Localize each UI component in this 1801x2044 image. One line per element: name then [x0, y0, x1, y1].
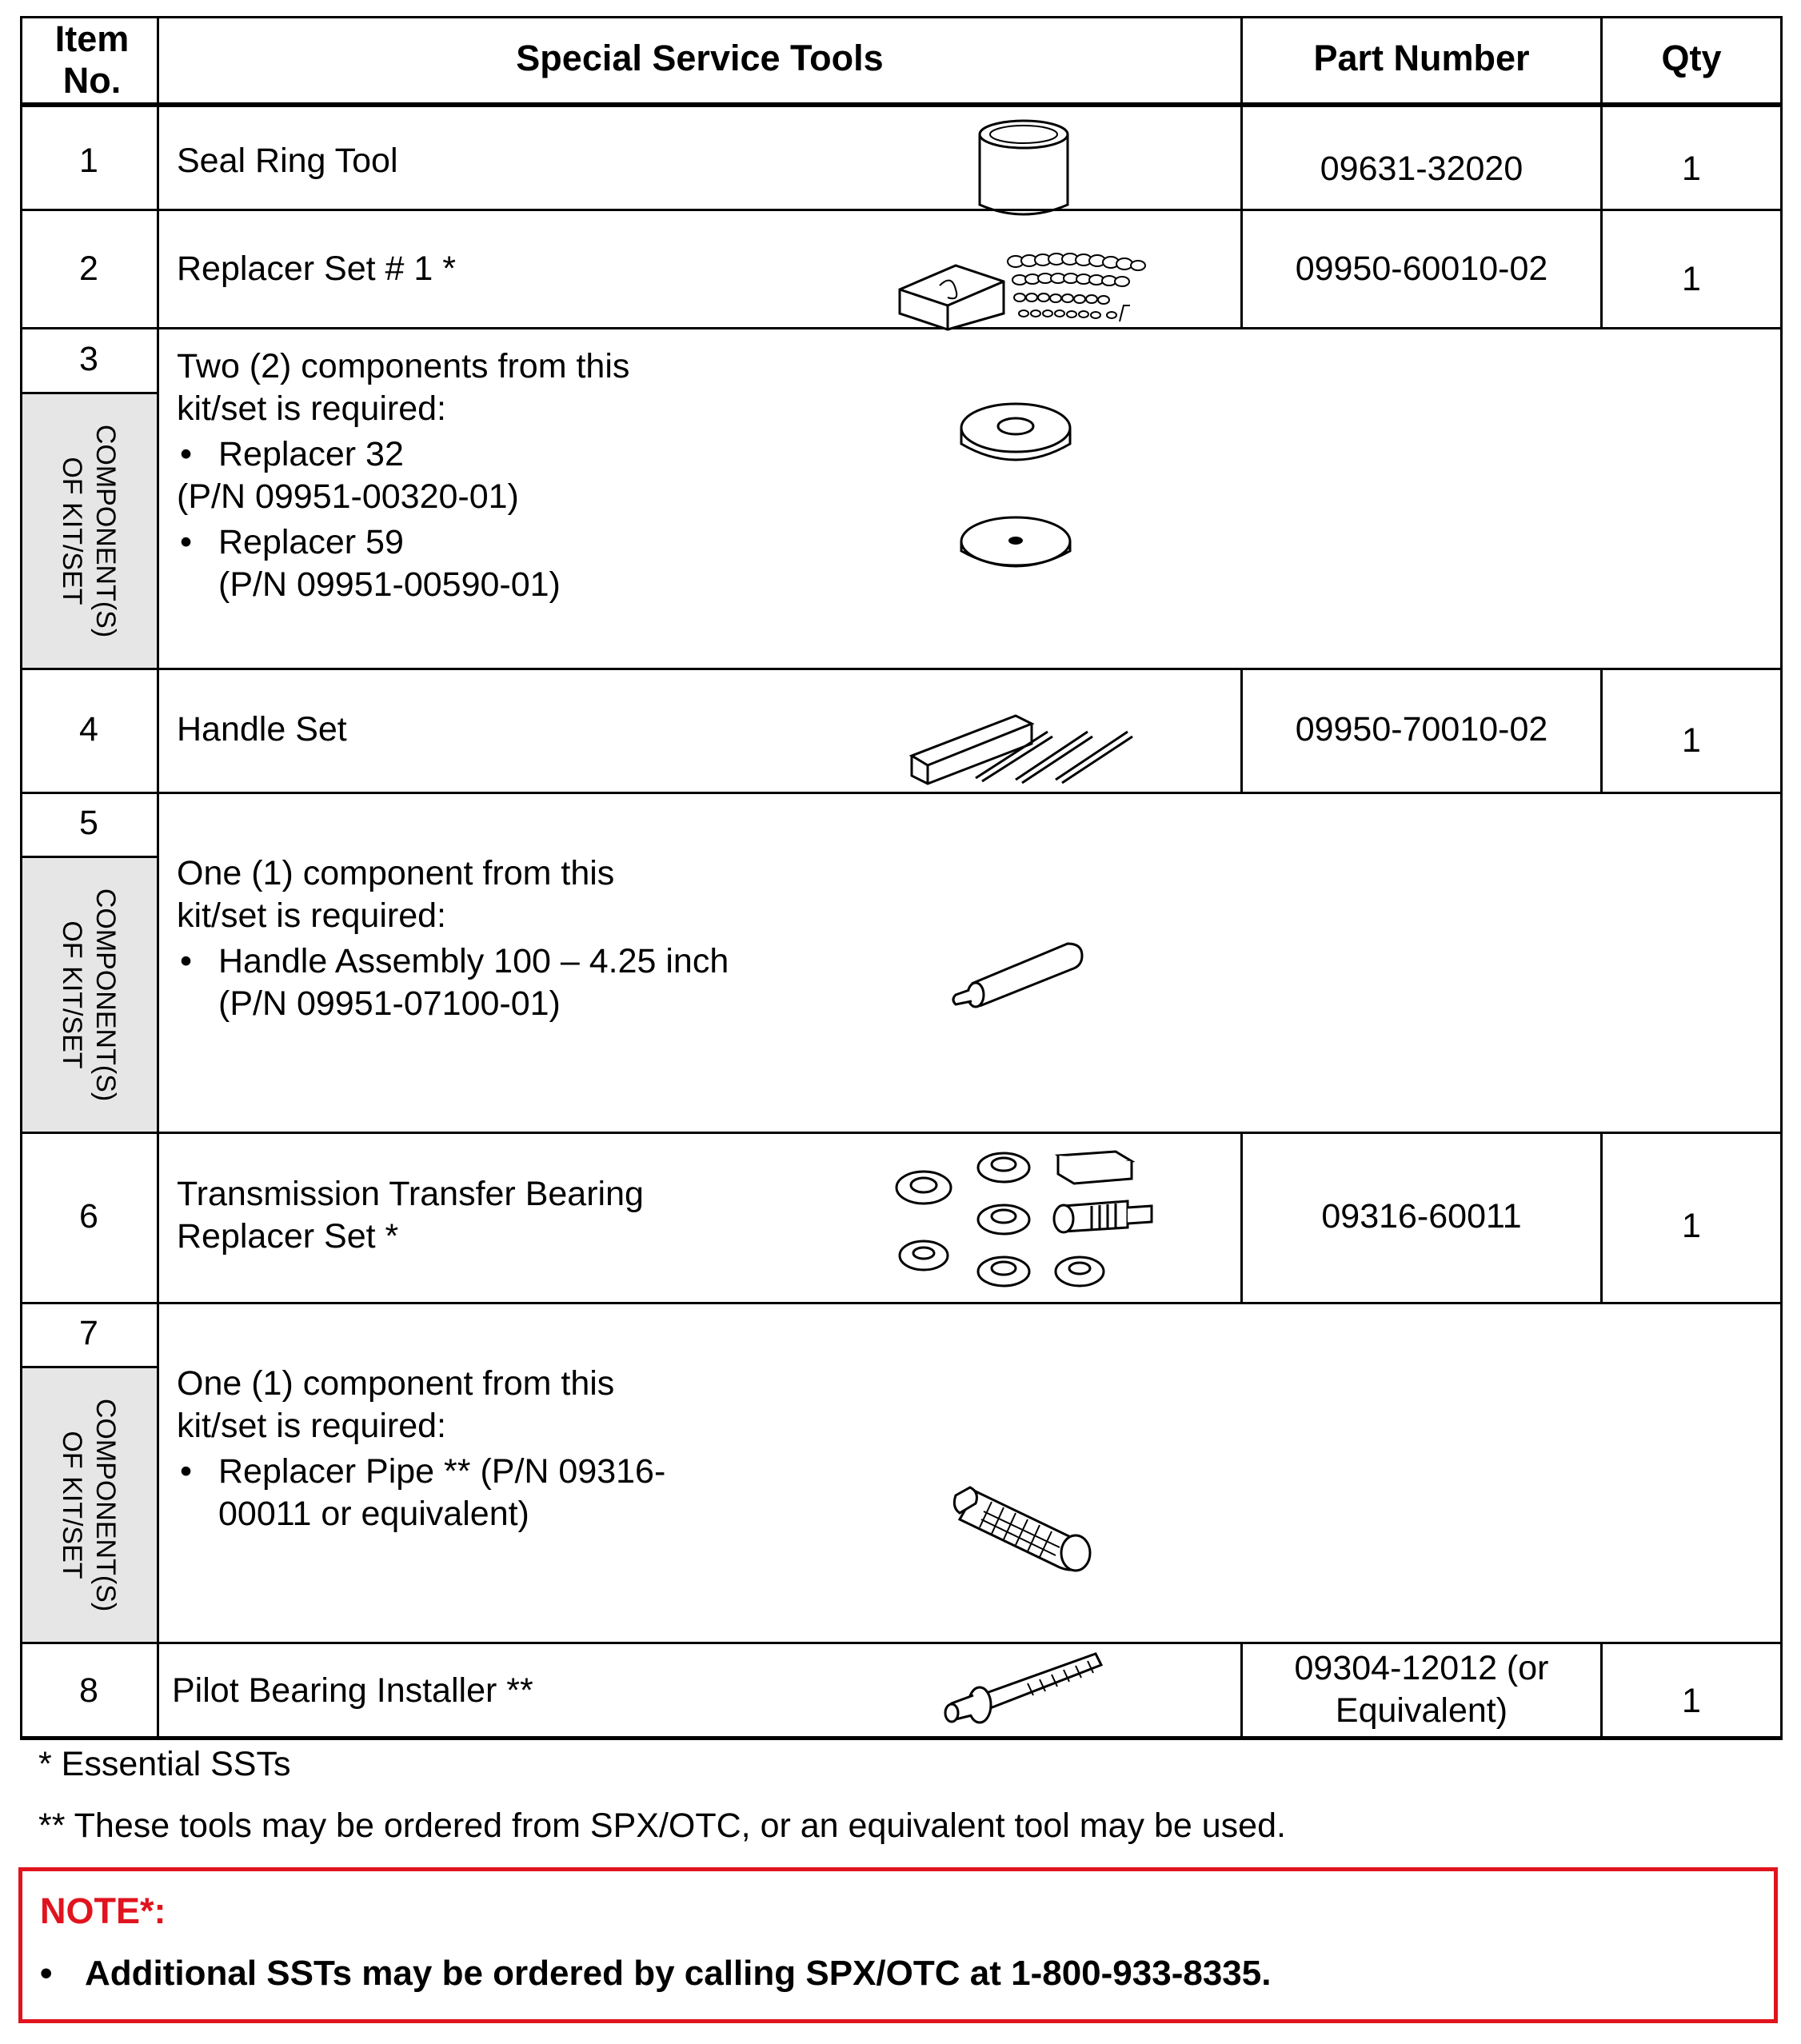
- footnote-equivalent: ** These tools may be ordered from SPX/OTC, or an equivalent tool may be used.: [38, 1806, 1286, 1845]
- component-of-kit-text: COMPONENT(S) OF KIT/SET: [57, 888, 122, 1102]
- part-number: 09950-60010-02: [1295, 250, 1548, 288]
- tool-name: Transmission Transfer Bearing Replacer Set *: [177, 1175, 644, 1256]
- item-number: 1: [79, 142, 98, 180]
- item-number: 8: [79, 1671, 98, 1710]
- quantity: 1: [1682, 721, 1701, 760]
- item-number: 2: [79, 250, 98, 288]
- note-item: [40, 1953, 1271, 1994]
- footnote-essential: * Essential SSTs: [38, 1745, 291, 1783]
- replacer-discs-icon: [952, 396, 1080, 620]
- row-divider: [20, 1132, 1783, 1134]
- quantity: 1: [1682, 150, 1701, 188]
- header-item-no: Item No.: [54, 18, 130, 101]
- row-divider: [20, 792, 1783, 794]
- row-divider: [20, 209, 1783, 211]
- table-border: [20, 16, 1783, 18]
- tool-name: Seal Ring Tool: [177, 142, 398, 180]
- component-part-number: (P/N 09951-00590-01): [218, 565, 561, 604]
- component-list: [177, 433, 689, 476]
- component-of-kit-label: [20, 1368, 158, 1642]
- quantity: 1: [1682, 1207, 1701, 1245]
- component-part-number: (P/N 09951-07100-01): [218, 984, 561, 1023]
- quantity: 1: [1682, 1682, 1701, 1720]
- part-number: 09316-60011: [1321, 1197, 1522, 1236]
- header-part-number: Part Number: [1313, 38, 1530, 78]
- kit-intro: Two (2) components from this kit/set is required:: [177, 347, 630, 428]
- component-part-number: (P/N 09951-00320-01): [177, 477, 519, 516]
- kit-component-description: [177, 345, 689, 606]
- part-number: 09304-12012 (or Equivalent): [1294, 1649, 1549, 1730]
- table-border: [20, 1736, 1783, 1740]
- component-of-kit-label: [20, 394, 158, 668]
- quantity: 1: [1682, 260, 1701, 298]
- item-number: 3: [79, 340, 98, 378]
- component-of-kit-label: [20, 858, 158, 1132]
- row-divider: [20, 1642, 1783, 1644]
- item-number: 5: [79, 804, 98, 842]
- part-number: 09950-70010-02: [1295, 710, 1548, 749]
- component-of-kit-text: COMPONENT(S) OF KIT/SET: [57, 424, 122, 638]
- special-service-tools-table: [20, 16, 1783, 1739]
- component-list: [177, 521, 689, 564]
- handle-set-icon: [904, 700, 1152, 788]
- kit-intro: One (1) component from this kit/set is required:: [177, 854, 615, 935]
- note-text: Additional SSTs may be ordered by calling SPX/OTC at 1-800-933-8335.: [85, 1954, 1272, 1993]
- component-list: [177, 1451, 785, 1493]
- part-number: 09631-32020: [1320, 150, 1523, 188]
- item-number: 6: [79, 1197, 98, 1236]
- bearing-replacer-set-icon: [884, 1136, 1172, 1303]
- seal-ring-tool-icon: [964, 118, 1084, 222]
- component-item: • Replacer 32: [177, 433, 689, 476]
- header-qty: Qty: [1661, 38, 1722, 78]
- item-number: 7: [79, 1314, 98, 1352]
- note-title: NOTE*:: [40, 1890, 166, 1931]
- note-bullet: •: [40, 1954, 53, 1993]
- handle-assembly-icon: [940, 928, 1100, 1016]
- pilot-bearing-installer-icon: [932, 1639, 1116, 1735]
- tool-name: Replacer Set # 1 *: [177, 250, 456, 288]
- tool-name: Pilot Bearing Installer **: [172, 1671, 533, 1710]
- component-item: • Replacer 59: [177, 521, 689, 564]
- header-rule: [20, 102, 1783, 107]
- component-of-kit-text: COMPONENT(S) OF KIT/SET: [57, 1398, 122, 1612]
- replacer-set-icon: [892, 242, 1180, 329]
- component-item: • Replacer Pipe ** (P/N 09316-: [177, 1451, 785, 1493]
- row-divider: [20, 668, 1783, 670]
- component-part-number: 00011 or equivalent): [218, 1495, 529, 1533]
- kit-component-description: [177, 1363, 785, 1535]
- item-number: 4: [79, 710, 98, 749]
- table-border: [1780, 16, 1783, 1739]
- replacer-pipe-icon: [948, 1463, 1108, 1575]
- kit-intro: One (1) component from this kit/set is required:: [177, 1364, 615, 1445]
- component-list: [177, 940, 833, 983]
- kit-component-description: [177, 852, 833, 1025]
- tool-name: Handle Set: [177, 710, 347, 749]
- note-box: [18, 1867, 1778, 2023]
- header-special-service-tools: Special Service Tools: [516, 38, 884, 78]
- component-item: • Handle Assembly 100 – 4.25 inch: [177, 940, 833, 983]
